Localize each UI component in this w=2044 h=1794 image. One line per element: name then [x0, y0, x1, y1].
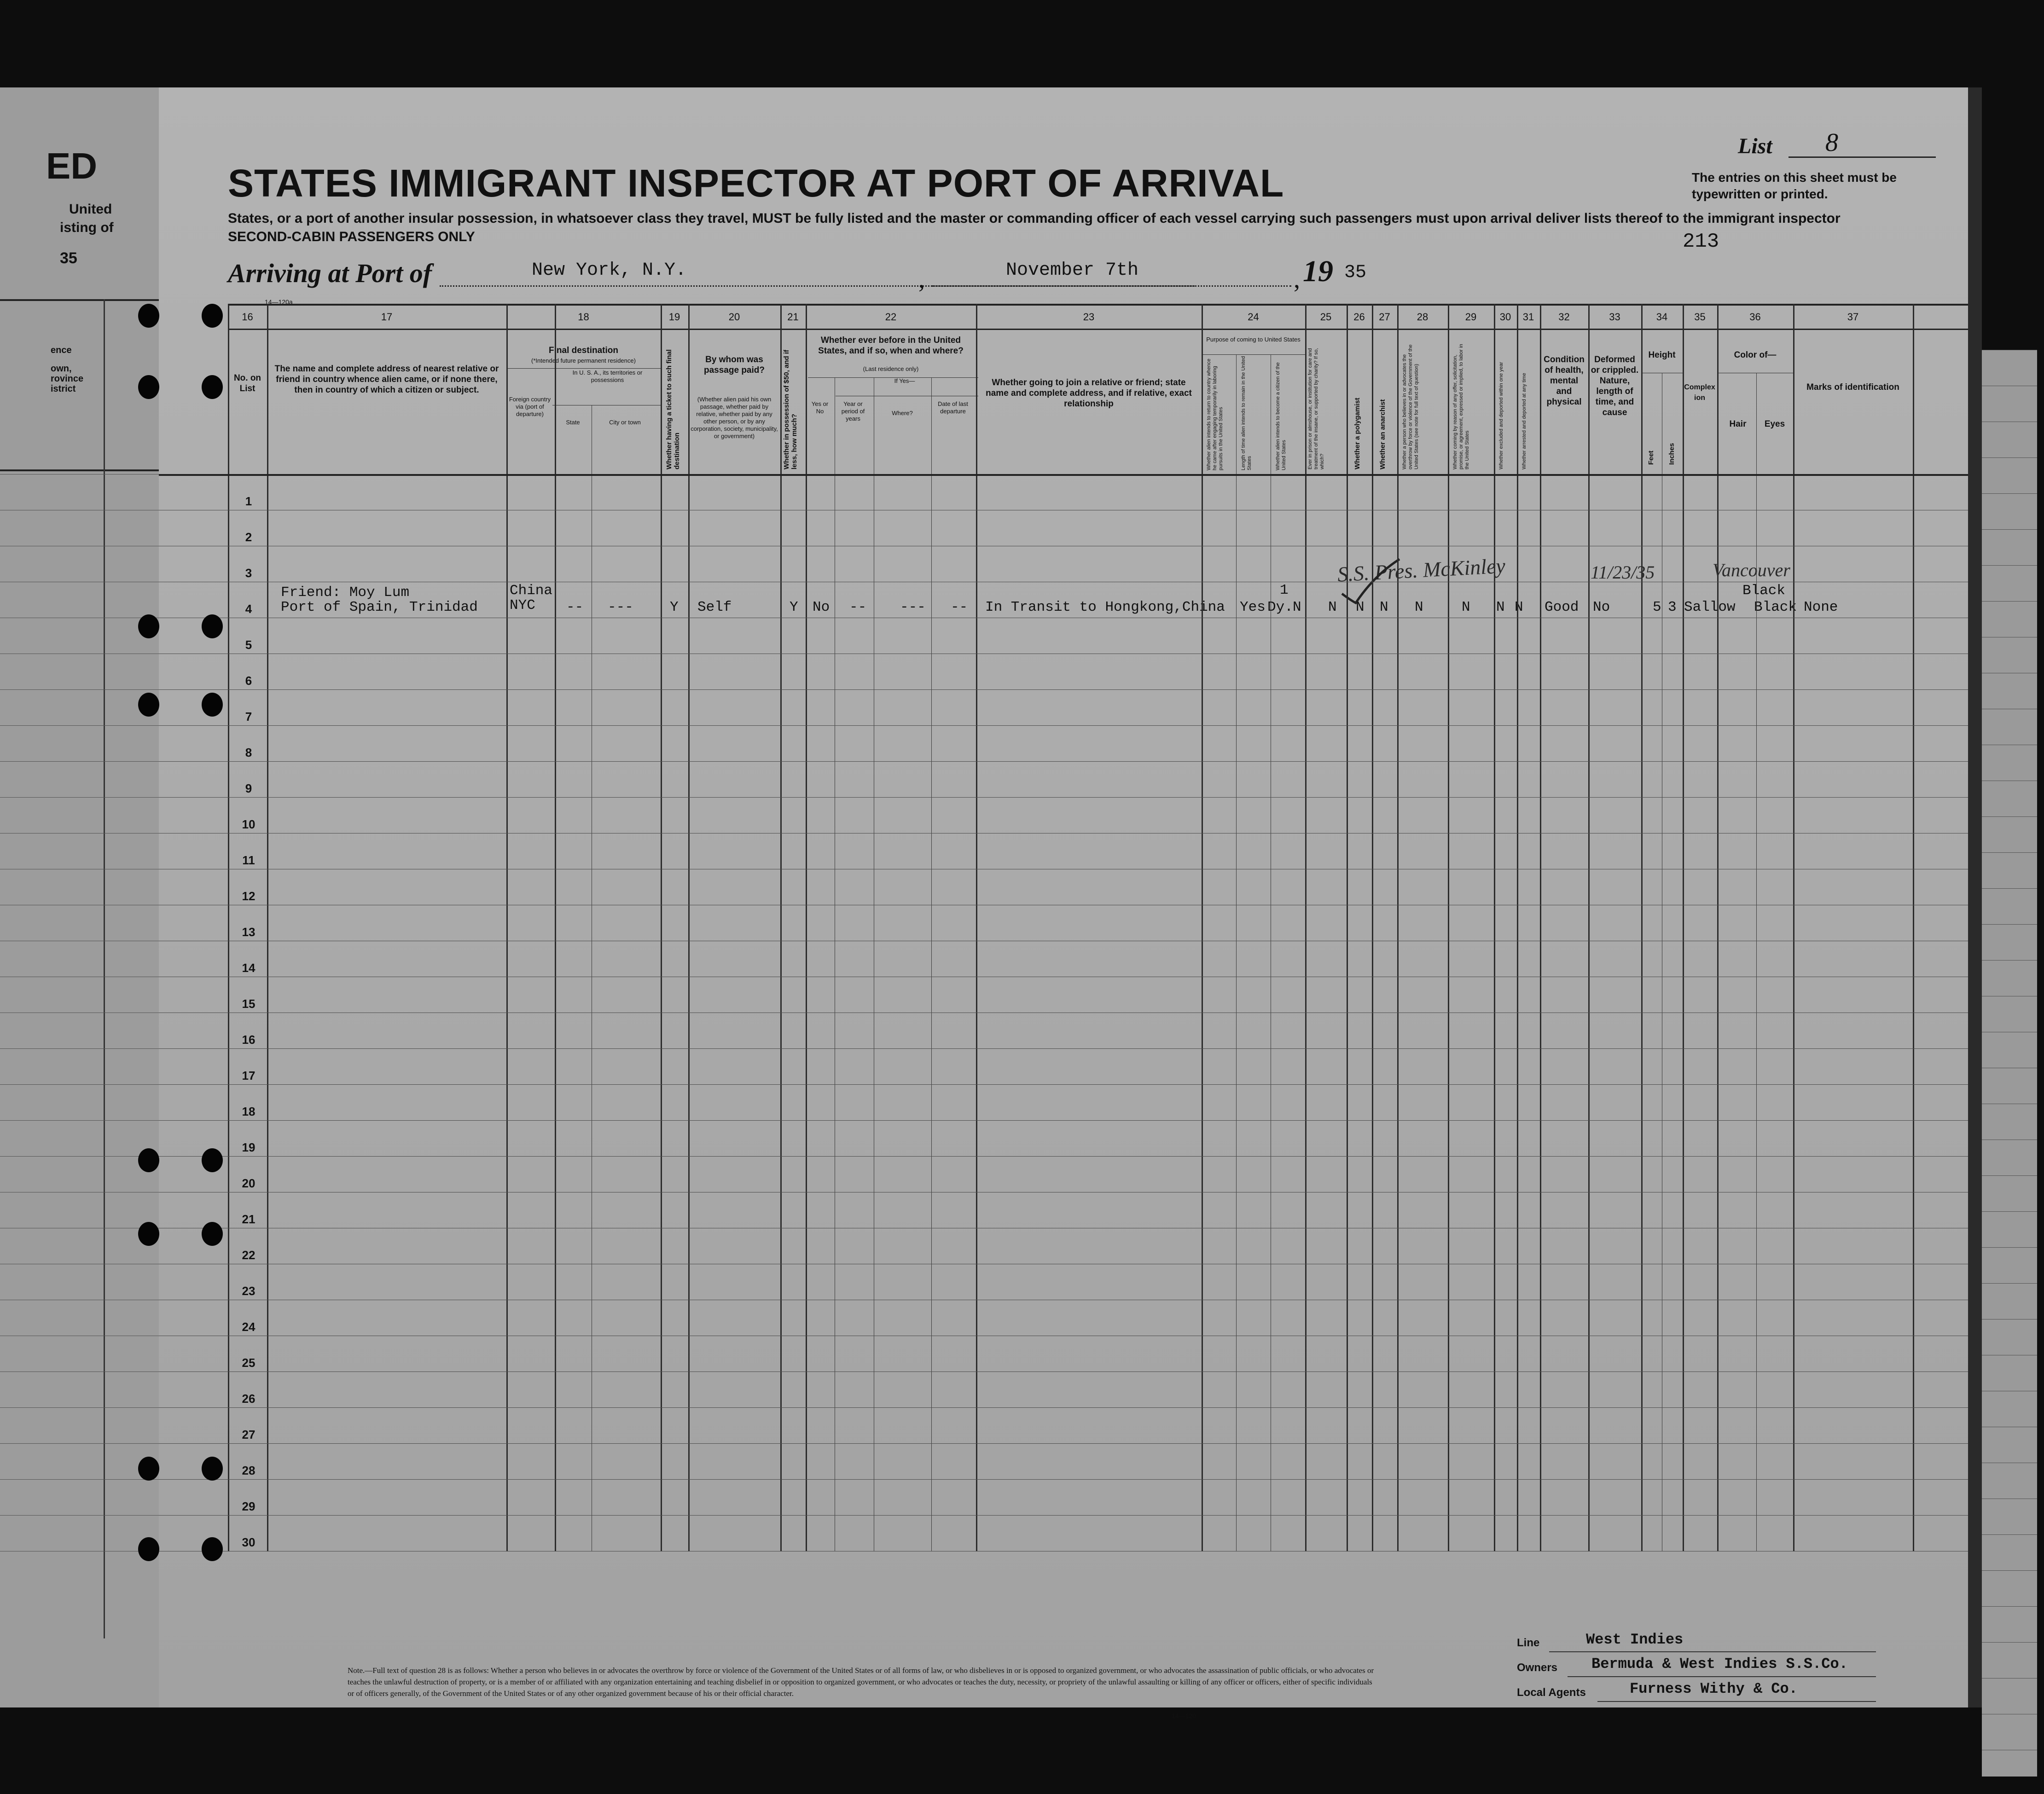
colnum-34: 34	[1656, 311, 1668, 323]
row-number: 17	[242, 1069, 256, 1082]
polygamist-value: N	[1356, 599, 1365, 615]
row-rule	[159, 1120, 1968, 1121]
edge-rule	[1982, 816, 2037, 817]
agents-label: Local Agents	[1517, 1686, 1586, 1699]
height-feet: 5	[1653, 599, 1661, 615]
foreign-country: China	[510, 583, 553, 599]
header-col-18-city: City or town	[609, 419, 641, 426]
header-col-29: Whether coming by reason of any offer, solicitation, promise, or agreement, expressed or implied, to labor in the United States	[1452, 344, 1470, 469]
dest-state: --	[566, 599, 584, 615]
row-number: 9	[245, 781, 252, 795]
column-rule	[506, 304, 508, 1551]
column-rule	[1793, 304, 1794, 1551]
left-fragment-text: isting of	[60, 220, 114, 235]
column-rule	[1540, 304, 1541, 1551]
binder-hole	[138, 1148, 159, 1172]
column-rule	[1517, 304, 1518, 1551]
header-col-24-a: Whether alien intends to return to country whence he came after engaging temporarily in laboring pursuits in the United States	[1206, 359, 1224, 470]
colnum-18: 18	[578, 311, 589, 323]
row-number: 19	[242, 1140, 256, 1154]
binder-hole	[202, 1457, 223, 1481]
header-col-33: Deformed or crippled. Nature, length of time, and cause	[1591, 355, 1639, 417]
money-value: Y	[790, 599, 798, 615]
left-row-rule	[0, 1443, 159, 1444]
left-fragment-text: United	[69, 202, 112, 217]
labor-offer-value: N	[1462, 599, 1470, 615]
row-rule	[159, 1156, 1968, 1157]
row-number: 15	[242, 997, 256, 1011]
citizen-intent: N	[1293, 599, 1301, 615]
left-row-rule	[0, 1048, 159, 1049]
return-intent: Yes	[1240, 599, 1266, 615]
relative-name: Friend: Moy Lum	[281, 584, 410, 601]
left-row-rule	[0, 1479, 159, 1480]
column-rule	[1588, 304, 1590, 1551]
agents-underline	[1597, 1701, 1876, 1702]
row-rule	[159, 1443, 1968, 1444]
binder-hole	[138, 693, 159, 717]
list-underline	[1788, 156, 1936, 158]
row-number: 21	[242, 1212, 256, 1226]
row-number: 24	[242, 1320, 256, 1334]
header-col-22-ifyes: If Yes—	[894, 377, 915, 384]
column-number-bar	[228, 304, 1968, 330]
left-fragment-text: ence	[51, 345, 72, 355]
column-rule	[555, 304, 556, 1551]
line-label: Line	[1517, 1637, 1540, 1649]
form-code: 14—120a	[265, 298, 293, 306]
left-fragment-text: istrict	[51, 384, 76, 394]
excluded-value: N	[1496, 599, 1505, 615]
colnum-28: 28	[1417, 311, 1428, 323]
left-fragment-text: rovince	[51, 374, 84, 384]
row-rule	[159, 1407, 1968, 1408]
colnum-36: 36	[1749, 311, 1761, 323]
colnum-37: 37	[1847, 311, 1859, 323]
row-number: 2	[245, 530, 252, 544]
column-rule	[1397, 304, 1399, 1551]
column-headers	[228, 327, 1968, 476]
colnum-26: 26	[1353, 311, 1365, 323]
colnum-32: 32	[1558, 311, 1570, 323]
left-row-rule	[0, 725, 159, 726]
column-rule	[661, 304, 662, 1551]
row-number: 12	[242, 889, 256, 903]
row-number: 26	[242, 1392, 256, 1406]
column-rule	[931, 377, 932, 1551]
joining-relative: In Transit to Hongkong,China	[985, 599, 1225, 615]
column-rule	[1913, 304, 1914, 1551]
owners-label: Owners	[1517, 1661, 1558, 1674]
height-inches: 3	[1668, 599, 1677, 615]
row-number: 1	[245, 494, 252, 508]
binder-hole	[138, 1457, 159, 1481]
column-rule	[1448, 304, 1449, 1551]
row-number: 4	[245, 602, 252, 616]
row-rule	[159, 689, 1968, 690]
binder-hole	[202, 1222, 223, 1246]
row-number: 23	[242, 1284, 256, 1298]
row-number: 13	[242, 925, 256, 939]
binder-hole	[202, 1148, 223, 1172]
edge-rule	[1982, 1570, 2037, 1571]
colnum-21: 21	[787, 311, 799, 323]
header-col-36-hair: Hair	[1729, 419, 1747, 429]
header-col-34-feet: Feet	[1647, 451, 1655, 465]
line-underline	[1549, 1651, 1876, 1652]
column-rule	[1756, 373, 1757, 1551]
edge-rule	[1982, 1283, 2037, 1284]
edge-rule	[1982, 529, 2037, 530]
column-rule	[1347, 304, 1348, 1551]
header-col-22: Whether ever before in the United States, and if so, when and where?	[818, 336, 964, 356]
header-col-22-yesno: Yes or No	[811, 400, 829, 415]
header-col-25: Ever in prison or almshouse, or institution for care and treatment of the insane, or supported by charity? If so, which?	[1307, 348, 1325, 469]
overthrow-value: N	[1415, 599, 1423, 615]
left-row-rule	[0, 1120, 159, 1121]
row-number: 8	[245, 746, 252, 759]
edge-rule	[1982, 565, 2037, 566]
row-rule	[159, 1515, 1968, 1516]
header-col-16: No. on List	[233, 373, 261, 394]
row-number: 16	[242, 1033, 256, 1047]
header-col-21: Whether in possession of $50, and if less, how much?	[783, 349, 798, 469]
period-years: --	[849, 599, 867, 615]
row-number: 20	[242, 1176, 256, 1190]
column-rule	[1305, 304, 1307, 1551]
row-rule	[159, 761, 1968, 762]
header-col-23: Whether going to join a relative or friend; state name and complete address, and if relative, exact relationship	[986, 378, 1192, 409]
column-rule	[1683, 304, 1684, 1551]
owners-underline	[1568, 1676, 1876, 1677]
column-rule	[1372, 304, 1373, 1551]
sheet-number: 213	[1683, 230, 1719, 253]
arrival-port: New York, N.Y.	[532, 260, 687, 281]
left-page-fragment	[0, 87, 163, 1707]
deported-value: N	[1515, 599, 1523, 615]
binder-hole	[202, 693, 223, 717]
owners-value: Bermuda & West Indies S.S.Co.	[1591, 1655, 1848, 1672]
list-number: 8	[1825, 128, 1838, 157]
left-row-rule	[0, 761, 159, 762]
header-col-22-period: Year or period of years	[841, 400, 865, 422]
identification-marks: None	[1804, 599, 1838, 615]
colnum-22: 22	[885, 311, 897, 323]
handwritten-ship-note: S.S. Pres. McKinley	[1336, 554, 1506, 586]
header-col-32: Condition of health, mental and physical	[1544, 355, 1585, 407]
header-col-36: Color of—	[1734, 350, 1777, 360]
row-number: 25	[242, 1356, 256, 1370]
arrival-date-line	[932, 285, 1291, 287]
arrival-comma: ,	[918, 265, 925, 294]
row-rule	[159, 797, 1968, 798]
row-number: 11	[242, 853, 255, 867]
header-col-34: Height	[1648, 350, 1676, 360]
header-col-24: Purpose of coming to United States	[1206, 336, 1301, 343]
left-fragment-title: ED	[46, 145, 98, 186]
manifest-sheet	[159, 87, 1968, 1719]
stay-length-value: 1	[1280, 582, 1289, 598]
header-col-24-b: Length of time alien intends to remain in the United States	[1241, 356, 1252, 470]
edge-rule	[1982, 1642, 2037, 1643]
column-rule	[267, 304, 268, 1551]
agents-value: Furness Withy & Co.	[1630, 1680, 1798, 1697]
header-col-35: Complexion	[1684, 383, 1715, 402]
colnum-24: 24	[1248, 311, 1259, 323]
colnum-35: 35	[1694, 311, 1706, 323]
dest-city: ---	[608, 599, 633, 615]
form-instruction	[228, 209, 1841, 246]
header-col-22-date: Date of last departure	[938, 400, 968, 415]
edge-rule	[1982, 1534, 2037, 1535]
row-number: 18	[242, 1105, 256, 1118]
colnum-23: 23	[1083, 311, 1095, 323]
header-col-18-usa: In U. S. A., its territories or possessions	[572, 369, 643, 383]
cabin-class: SECOND-CABIN PASSENGERS ONLY	[228, 229, 475, 244]
colnum-31: 31	[1522, 311, 1534, 323]
row-number: 27	[242, 1428, 256, 1441]
column-rule	[780, 304, 782, 1551]
row-number: 10	[242, 817, 256, 831]
departure-date: --	[951, 599, 968, 615]
column-rule	[1202, 304, 1203, 1551]
relative-address: Port of Spain, Trinidad	[281, 599, 478, 615]
left-row-rule	[0, 1084, 159, 1085]
header-col-19: Whether having a ticket to such final destination	[665, 349, 681, 469]
deformed-value: No	[1593, 599, 1610, 615]
handwritten-date-note: 11/23/35	[1591, 562, 1655, 583]
colnum-27: 27	[1379, 311, 1390, 323]
binder-hole	[138, 304, 159, 328]
header-col-30: Whether excluded and deported within one year	[1498, 362, 1504, 469]
left-row-rule	[0, 474, 159, 475]
row-number: 28	[242, 1464, 256, 1477]
header-col-22-sub: (Last residence only)	[863, 365, 919, 372]
colnum-29: 29	[1465, 311, 1477, 323]
binder-hole	[138, 614, 159, 638]
foreign-via: NYC	[510, 597, 535, 613]
form-code: 14—120	[1172, 1712, 1196, 1719]
header-col-18-foreign: Foreign country via (port of departure)	[509, 396, 551, 417]
left-fragment-text: 35	[60, 249, 77, 267]
health-condition: Good	[1545, 599, 1579, 615]
left-row-rule	[0, 1156, 159, 1157]
edge-rule	[1982, 1211, 2037, 1212]
header-col-27: Whether an anarchist	[1379, 399, 1387, 469]
anarchist-value: N	[1380, 599, 1388, 615]
passage-paid-by: Self	[697, 599, 732, 615]
binder-hole	[202, 614, 223, 638]
typewritten-note: The entries on this sheet must be typewritten or printed.	[1692, 170, 1897, 201]
arrival-comma: ,	[1294, 265, 1300, 294]
column-rule	[1494, 304, 1495, 1551]
binder-hole	[202, 375, 223, 399]
header-col-22-where: Where?	[892, 410, 913, 417]
left-row-rule	[0, 1515, 159, 1516]
arrival-label: Arriving at Port of	[228, 258, 432, 288]
header-col-24-c: Whether alien intends to become a citizen of the United States	[1275, 362, 1287, 470]
colnum-19: 19	[668, 311, 680, 323]
row-number: 6	[245, 674, 252, 688]
column-rule	[976, 304, 977, 1551]
row-rule	[159, 1479, 1968, 1480]
row-number: 30	[242, 1535, 256, 1549]
binder-hole	[202, 304, 223, 328]
header-col-18-sub: (*Intended future permanent residence)	[531, 357, 636, 364]
row-rule	[159, 1084, 1968, 1085]
colnum-17: 17	[381, 311, 393, 323]
line-value: West Indies	[1586, 1631, 1684, 1648]
manifest-grid	[159, 304, 1968, 1565]
left-row-rule	[0, 689, 159, 690]
row-number: 29	[242, 1499, 256, 1513]
header-col-17: The name and complete address of nearest relative or friend in country whence alien came, or if none there, then in country of which a citizen or subject.	[274, 364, 499, 395]
edge-rule	[1982, 493, 2037, 494]
column-rule	[228, 304, 229, 1551]
header-col-20-sub: (Whether alien paid his own passage, whether paid by relative, whether paid by any other person, or by any corporation, society, municipality, or government)	[691, 396, 778, 440]
edge-rule	[1982, 601, 2037, 602]
arrival-year-prefix: 19	[1303, 255, 1333, 288]
left-row-rule	[0, 1407, 159, 1408]
edge-rule	[1982, 457, 2037, 458]
row-number: 3	[245, 566, 252, 580]
column-rule	[688, 304, 690, 1551]
left-row-rule	[0, 797, 159, 798]
row-number: 5	[245, 638, 252, 652]
left-fragment-text: own,	[51, 364, 72, 374]
colnum-16: 16	[242, 311, 253, 323]
header-col-18-state: State	[566, 419, 580, 426]
row-rule	[159, 474, 1968, 476]
header-col-37: Marks of identification	[1806, 382, 1899, 392]
header-col-26: Whether a polygamist	[1353, 398, 1361, 469]
colnum-30: 30	[1499, 311, 1511, 323]
complexion-value: Sallow	[1684, 599, 1736, 615]
row-rule	[159, 725, 1968, 726]
binder-hole	[138, 1222, 159, 1246]
header-col-28: Whether a person who believes in or advocates the overthrow by force or violence of the Government of the United States (see note for full text of question)	[1402, 344, 1419, 469]
handwritten-place-note: Vancouver	[1713, 560, 1790, 580]
eyes-color: Black	[1754, 599, 1797, 615]
arrival-date: November 7th	[1006, 260, 1139, 281]
binding-shadow	[1968, 87, 1982, 1707]
colnum-25: 25	[1320, 311, 1332, 323]
row-rule	[159, 1048, 1968, 1049]
next-page-edge	[1982, 350, 2037, 1777]
edge-rule	[1982, 888, 2037, 889]
header-col-36-eyes: Eyes	[1764, 419, 1785, 429]
row-number: 7	[245, 710, 252, 723]
binder-hole	[202, 1537, 223, 1561]
row-number: 14	[242, 961, 256, 975]
colnum-33: 33	[1609, 311, 1620, 323]
list-label: List	[1738, 134, 1772, 158]
edge-rule	[1982, 960, 2037, 961]
binder-hole	[138, 1537, 159, 1561]
arrival-year: 35	[1344, 262, 1367, 283]
stay-length-unit: Dy.	[1267, 599, 1293, 615]
header-col-18: Final destination	[549, 346, 618, 355]
edge-rule	[1982, 1175, 2037, 1176]
column-rule	[1717, 304, 1719, 1551]
header-col-31: Whether arrested and deported at any time	[1521, 373, 1527, 469]
ticket-value: Y	[670, 599, 679, 615]
form-title: STATES IMMIGRANT INSPECTOR AT PORT OF ARRIVAL	[228, 162, 1284, 205]
header-col-34-inches: Inches	[1668, 443, 1676, 465]
edge-rule	[1982, 852, 2037, 853]
binder-hole	[138, 375, 159, 399]
before-in-us: No	[813, 599, 830, 615]
edge-rule	[1982, 924, 2037, 925]
question-28-note: Note.—Full text of question 28 is as follows: Whether a person who believes in or advocates the overthrow by force or violence of the Government of the United States or of all forms of law, or who disbelieves in or is opposed to organized government, or who advocates the assassination of public officials, or who advocates or teaches the unlawful destruction of property, or is a member of or affiliated with any organization entertaining and teaching disbelief in or opposition to organized government, or who advocates or teaches the duty, necessity, or propriety of the unlawful assaulting or killing of any officer or officers, either of specific individuals or of officers generally, of the Government of the United States or of any other organized government because of his or their official character.	[348, 1666, 1374, 1698]
edge-rule	[1982, 1606, 2037, 1607]
edge-rule	[1982, 1247, 2037, 1248]
header-col-20: By whom was passage paid?	[704, 355, 765, 375]
colnum-20: 20	[728, 311, 740, 323]
column-rule	[806, 304, 807, 1551]
instruction-text: States, or a port of another insular possession, in whatsoever class they travel, MUST be fully listed and the master or commanding officer of each vessel carrying such passengers must upon arrival deliver lists thereof to the immigrant inspector	[228, 211, 1841, 226]
row-number: 22	[242, 1248, 256, 1262]
hair-color: Black	[1742, 583, 1786, 599]
column-rule	[1641, 304, 1643, 1551]
where-value: ---	[900, 599, 926, 615]
prison-value: N	[1328, 599, 1337, 615]
